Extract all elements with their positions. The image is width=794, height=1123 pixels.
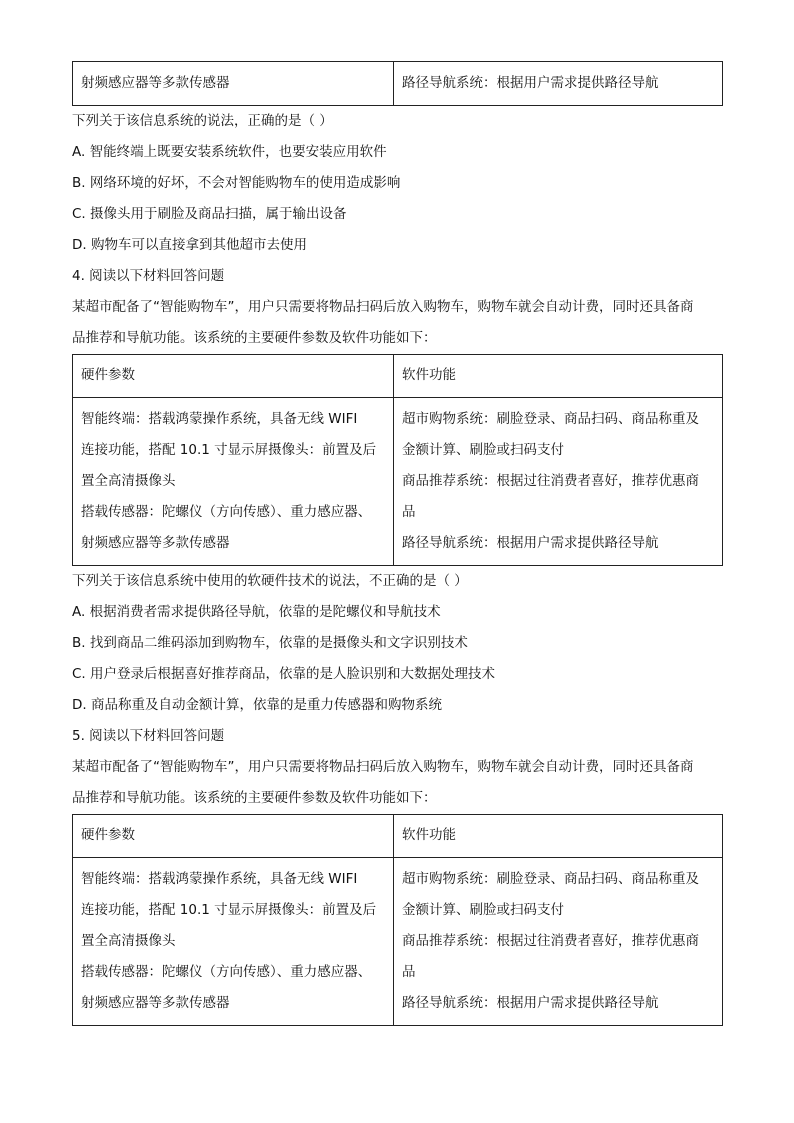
table-header-hardware: 硬件参数 — [73, 355, 394, 398]
question-3-stem: 下列关于该信息系统的说法，正确的是（ ） — [72, 113, 333, 129]
table-cell-hardware — [73, 858, 394, 1026]
document-page — [72, 61, 722, 1026]
q4-spec-table — [72, 354, 723, 566]
q4-option-a: A. 根据消费者需求提供路径导航，依靠的是陀螺仪和导航技术 — [72, 604, 441, 620]
q4-material-line-1: 某超市配备了“智能购物车”，用户只需要将物品扫码后放入购物车，购物车就会自动计费，同时还具备商 — [72, 299, 694, 315]
sw-line: 路径导航系统：根据用户需求提供路径导航 — [402, 995, 659, 1011]
sw-line: 商品推荐系统：根据过往消费者喜好，推荐优惠商 — [402, 933, 699, 949]
hw-line: 智能终端：搭载鸿蒙操作系统，具备无线 WIFI — [81, 871, 358, 887]
hw-line: 智能终端：搭载鸿蒙操作系统，具备无线 WIFI — [81, 411, 358, 427]
hw-line: 连接功能，搭配 10.1 寸显示屏摄像头：前置及后 — [81, 902, 377, 918]
q3-option-a: A. 智能终端上既要安装系统软件，也要安装应用软件 — [72, 144, 387, 160]
table-header-software: 软件功能 — [394, 355, 723, 398]
sw-line: 路径导航系统：根据用户需求提供路径导航 — [402, 535, 659, 551]
hw-line: 搭载传感器：陀螺仪（方向传感）、重力感应器、 — [81, 504, 372, 520]
q3-option-d: D. 购物车可以直接拿到其他超市去使用 — [72, 237, 307, 253]
sw-line: 金额计算、刷脸或扫码支付 — [402, 442, 564, 458]
question-5-title: 5. 阅读以下材料回答问题 — [72, 728, 225, 744]
sw-line: 超市购物系统：刷脸登录、商品扫码、商品称重及 — [402, 411, 699, 427]
table-cell-software — [394, 398, 723, 566]
q5-material-line-1: 某超市配备了“智能购物车”，用户只需要将物品扫码后放入购物车，购物车就会自动计费，同时还具备商 — [72, 759, 694, 775]
table-continuation — [72, 61, 723, 106]
q3-option-c: C. 摄像头用于刷脸及商品扫描，属于输出设备 — [72, 206, 347, 222]
table-row — [73, 858, 723, 1026]
table-header-hardware: 硬件参数 — [73, 815, 394, 858]
question-4-title: 4. 阅读以下材料回答问题 — [72, 268, 225, 284]
hw-line: 搭载传感器：陀螺仪（方向传感）、重力感应器、 — [81, 964, 372, 980]
sw-line: 超市购物系统：刷脸登录、商品扫码、商品称重及 — [402, 871, 699, 887]
table-row — [73, 62, 723, 106]
sw-line: 品 — [402, 964, 416, 980]
table-cell-hardware — [73, 398, 394, 566]
table-row — [73, 398, 723, 566]
sw-line: 品 — [402, 504, 416, 520]
table-cell-software — [394, 858, 723, 1026]
table-cell-software: 路径导航系统：根据用户需求提供路径导航 — [394, 62, 723, 106]
hw-line: 置全高清摄像头 — [81, 933, 176, 949]
question-4-stem: 下列关于该信息系统中使用的软硬件技术的说法，不正确的是（ ） — [72, 573, 468, 589]
table-cell-hardware: 射频感应器等多款传感器 — [73, 62, 394, 106]
q4-material-line-2: 品推荐和导航功能。该系统的主要硬件参数及软件功能如下： — [72, 330, 437, 346]
sw-line: 金额计算、刷脸或扫码支付 — [402, 902, 564, 918]
hw-line: 射频感应器等多款传感器 — [81, 995, 230, 1011]
hw-line: 连接功能，搭配 10.1 寸显示屏摄像头：前置及后 — [81, 442, 377, 458]
q5-spec-table — [72, 814, 723, 1026]
q3-option-b: B. 网络环境的好坏，不会对智能购物车的使用造成影响 — [72, 175, 401, 191]
sw-line: 商品推荐系统：根据过往消费者喜好，推荐优惠商 — [402, 473, 699, 489]
q4-option-d: D. 商品称重及自动金额计算，依靠的是重力传感器和购物系统 — [72, 697, 442, 713]
hw-line: 置全高清摄像头 — [81, 473, 176, 489]
q4-option-c: C. 用户登录后根据喜好推荐商品，依靠的是人脸识别和大数据处理技术 — [72, 666, 496, 682]
q4-option-b: B. 找到商品二维码添加到购物车，依靠的是摄像头和文字识别技术 — [72, 635, 468, 651]
hw-line: 射频感应器等多款传感器 — [81, 535, 230, 551]
q5-material-line-2: 品推荐和导航功能。该系统的主要硬件参数及软件功能如下： — [72, 790, 437, 806]
table-header-row — [73, 815, 723, 858]
table-header-software: 软件功能 — [394, 815, 723, 858]
table-header-row — [73, 355, 723, 398]
